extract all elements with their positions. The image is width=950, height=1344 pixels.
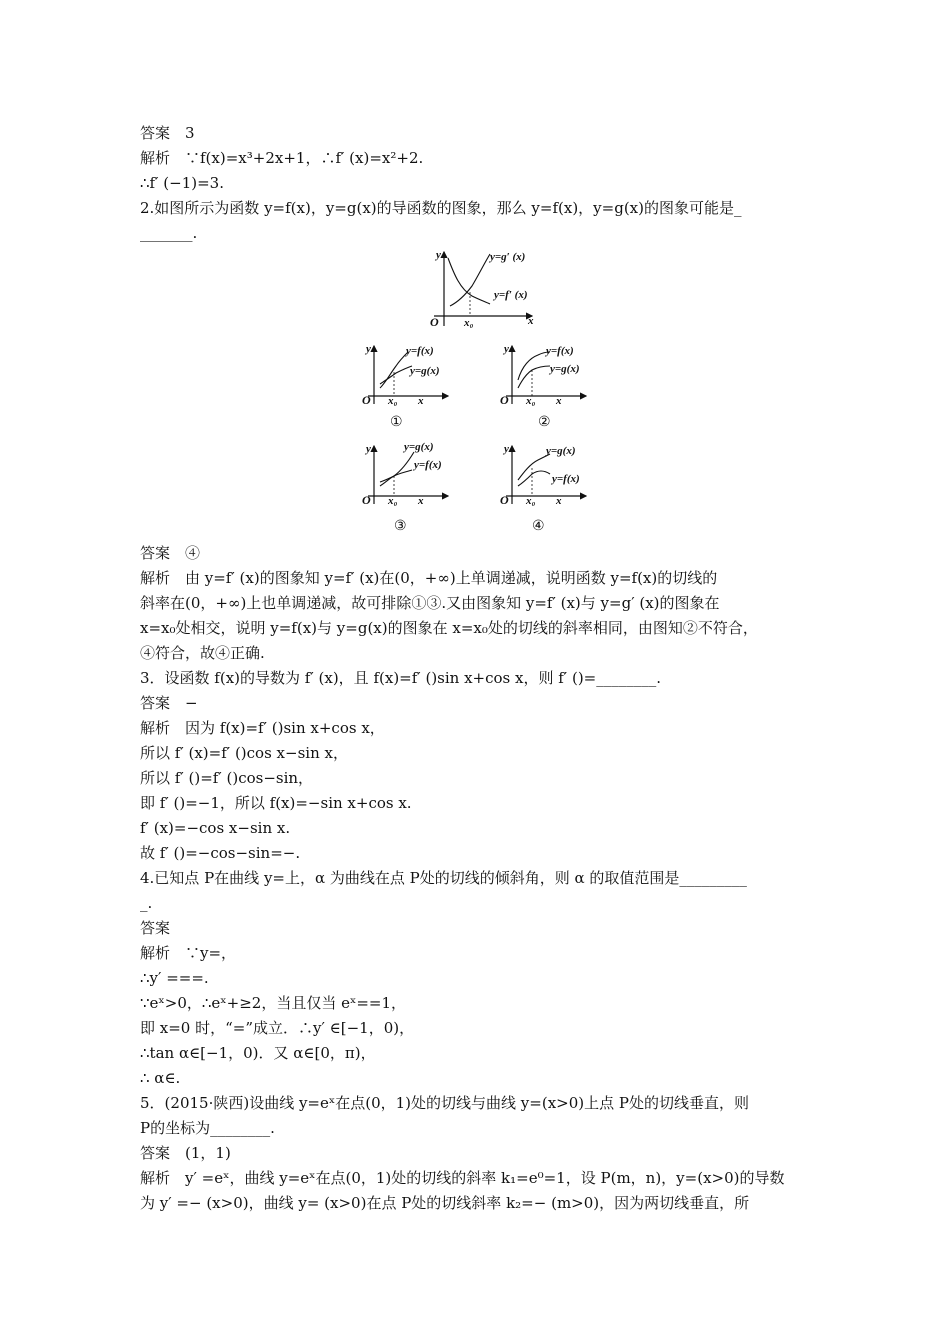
option-number: ② — [538, 415, 551, 430]
g-label: y=g(x) — [546, 445, 576, 457]
f-label: y=f(x) — [406, 345, 434, 357]
origin-label: O — [362, 393, 371, 407]
analysis-line: 解析 y′ =eˣ，曲线 y=eˣ在点(0，1)处的切线的斜率 k₁=e⁰=1，设 P(m，n)，y=(x>0)的导数 — [140, 1169, 785, 1187]
question-2: 2.如图所示为函数 y=f(x)，y=g(x)的导函数的图象，那么 y=f(x)，y=g(x)的图象可能是_ — [140, 199, 742, 217]
text-line: ④符合，故④正确. — [140, 644, 265, 662]
text-line: x=x₀处相交，说明 y=f(x)与 y=g(x)的图象在 x=x₀处的切线的斜率相同，由图知②不符合， — [140, 619, 758, 637]
text-line: 为 y′ =− (x>0)，曲线 y= (x>0)在点 P处的切线斜率 k₂=− (m>0)，因为两切线垂直，所 — [140, 1194, 750, 1212]
x-label: x — [418, 395, 424, 407]
x0-label: x₀ — [464, 317, 474, 329]
text-line: 斜率在(0，+∞)上也单调递减，故可排除①③.又由图象知 y=f′ (x)与 y=g′ (x)的图象在 — [140, 594, 720, 612]
analysis-line: 解析 由 y=f′ (x)的图象知 y=f′ (x)在(0，+∞)上单调递减，说明函数 y=f(x)的切线的 — [140, 569, 718, 587]
question-5: 5．(2015·陕西)设曲线 y=eˣ在点(0，1)处的切线与曲线 y=(x>0)上点 P处的切线垂直，则 — [140, 1094, 749, 1112]
y-label: y — [504, 443, 509, 455]
text-line: 即 x=0 时，“=”成立．∴y′ ∈[−1，0)， — [140, 1019, 415, 1037]
g-label: y=g(x) — [410, 365, 440, 377]
text-line: f′ (x)=−cos x−sin x. — [140, 819, 291, 837]
y-label: y — [366, 343, 371, 355]
answer-label: 答案 − — [140, 694, 198, 712]
origin-label: O — [500, 493, 509, 507]
y-label: y — [504, 343, 509, 355]
x0-label: x₀ — [526, 495, 536, 507]
text-line: ∵eˣ>0，∴eˣ+≥2，当且仅当 eˣ==1， — [140, 994, 407, 1012]
option-3-figure — [356, 440, 456, 535]
x-label: x — [418, 495, 424, 507]
analysis-line: 解析 ∵f(x)=x³+2x+1，∴f′ (x)=x²+2. — [140, 149, 424, 167]
option-number: ① — [390, 415, 403, 430]
g-label: y=g(x) — [404, 441, 434, 453]
f-curve — [380, 352, 408, 388]
text-line: 所以 f′ (x)=f′ ()cos x−sin x， — [140, 744, 348, 762]
question-3: 3．设函数 f(x)的导数为 f′ (x)，且 f(x)=f′ ()sin x+cos x，则 f′ ()=________. — [140, 669, 662, 687]
text-line: ∴ α∈. — [140, 1069, 181, 1087]
origin-label: O — [430, 315, 439, 329]
text-line: 所以 f′ ()=f′ ()cos−sin， — [140, 769, 314, 787]
text-line: 故 f′ ()=−cos−sin=−. — [140, 844, 301, 862]
y-label: y — [436, 249, 441, 261]
y-label: y — [366, 443, 371, 455]
origin-label: O — [362, 493, 371, 507]
answer-label: 答案 ④ — [140, 544, 201, 562]
fprime-curve — [450, 254, 490, 306]
text-line: 即 f′ ()=−1，所以 f(x)=−sin x+cos x. — [140, 794, 412, 812]
f-curve — [380, 470, 412, 486]
text-line: ∴f′ (−1)=3. — [140, 174, 224, 192]
text-line: _. — [140, 894, 153, 912]
f-label: y=f(x) — [546, 345, 574, 357]
g-label: y=g(x) — [550, 363, 580, 375]
origin-label: O — [500, 393, 509, 407]
text-line: ∴tan α∈[−1，0)．又 α∈[0，π)， — [140, 1044, 376, 1062]
gprime-label: y=g′ (x) — [490, 251, 526, 263]
fprime-label: y=f′ (x) — [494, 289, 528, 301]
x0-label: x₀ — [388, 495, 398, 507]
derivative-graph-figure — [412, 244, 542, 330]
answer-label: 答案 — [140, 919, 171, 937]
option-1-figure — [356, 340, 456, 435]
option-2-figure — [494, 340, 594, 435]
g-curve — [518, 454, 550, 480]
x0-label: x₀ — [526, 395, 536, 407]
x0-label: x₀ — [388, 395, 398, 407]
answer-label: 答案 (1，1) — [140, 1144, 231, 1162]
analysis-line: 解析 因为 f(x)=f′ ()sin x+cos x， — [140, 719, 385, 737]
option-number: ③ — [394, 519, 407, 534]
f-label: y=f(x) — [414, 459, 442, 471]
g-curve — [380, 366, 412, 384]
question-4: 4.已知点 P在曲线 y=上，α 为曲线在点 P处的切线的倾斜角，则 α 的取值范围是_________ — [140, 869, 747, 887]
f-label: y=f(x) — [552, 473, 580, 485]
answer-label: 答案 3 — [140, 124, 195, 142]
analysis-line: 解析 ∵y=， — [140, 944, 237, 962]
g-curve — [380, 452, 414, 482]
x-label: x — [528, 315, 534, 327]
x-label: x — [556, 395, 562, 407]
text-line: P的坐标为________. — [140, 1119, 275, 1137]
option-4-figure — [494, 440, 594, 535]
option-number: ④ — [532, 519, 545, 534]
text-line: _______. — [140, 224, 198, 242]
text-line: ∴y′ ===. — [140, 969, 209, 987]
x-label: x — [556, 495, 562, 507]
